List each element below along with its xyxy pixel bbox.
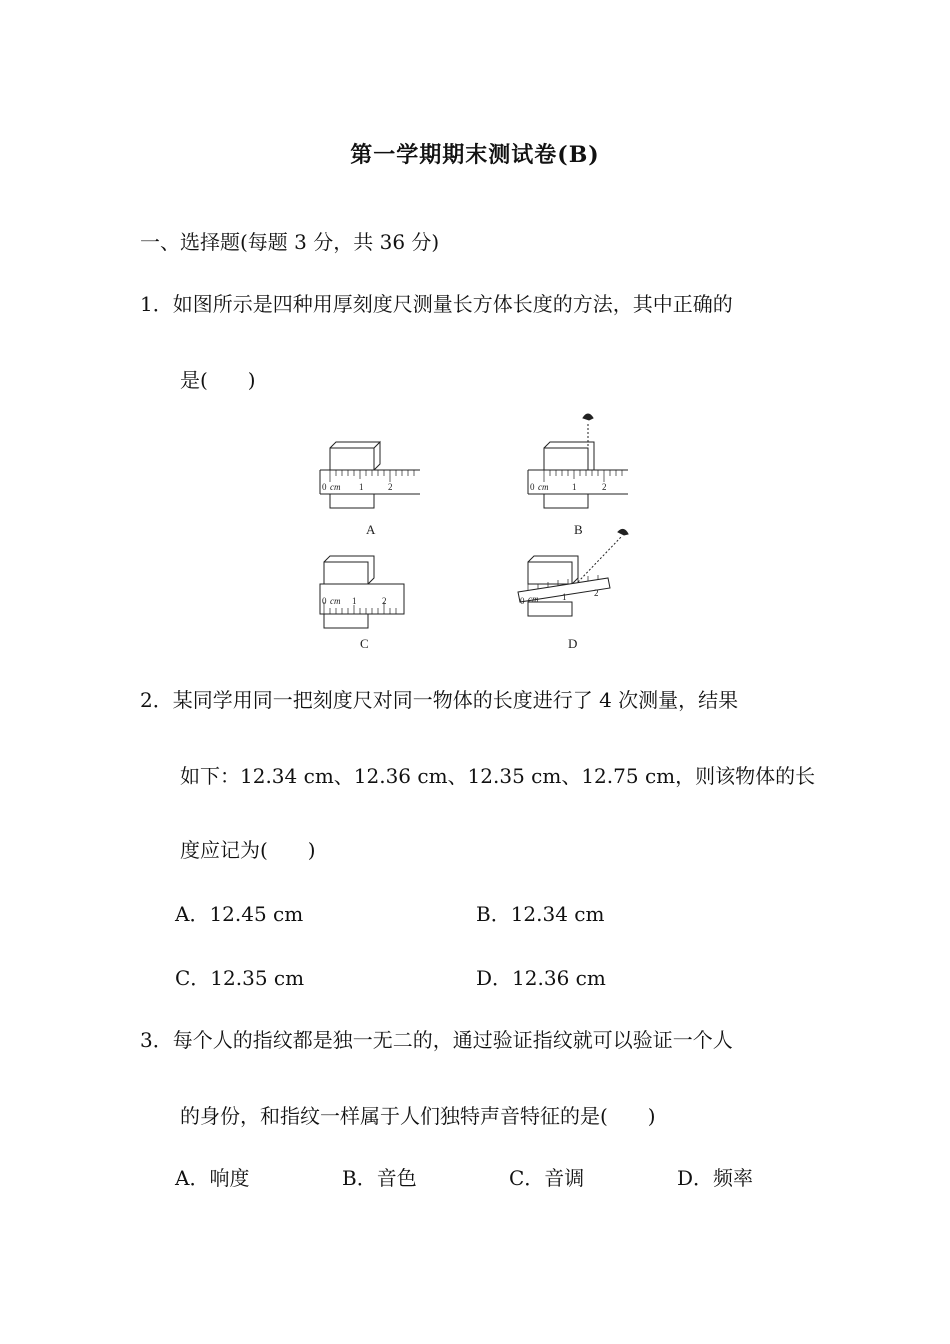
ruler-b-one: 1 bbox=[572, 482, 577, 492]
figure-label-a: A bbox=[366, 522, 376, 537]
ruler-d-unit: cm bbox=[528, 594, 539, 604]
figure-a bbox=[320, 442, 420, 508]
q3-option-d: D．频率 bbox=[677, 1166, 754, 1190]
q2-option-b: B．12.34 cm bbox=[476, 902, 605, 926]
q2-option-d: D．12.36 cm bbox=[476, 966, 606, 990]
ruler-c-one: 1 bbox=[352, 596, 357, 606]
q3-text-line1: 3．每个人的指纹都是独一无二的，通过验证指纹就可以验证一个人 bbox=[140, 1028, 733, 1052]
ruler-c-two: 2 bbox=[382, 596, 387, 606]
ruler-d-two: 2 bbox=[594, 588, 599, 598]
ruler-d-one: 1 bbox=[562, 592, 567, 602]
q1-text-line1: 1．如图所示是四种用厚刻度尺测量长方体长度的方法，其中正确的 bbox=[140, 292, 733, 316]
ruler-b-zero: 0 bbox=[530, 482, 535, 492]
figure-label-c: C bbox=[360, 636, 369, 651]
q3-option-a: A．响度 bbox=[175, 1166, 250, 1190]
ruler-measurement-figure bbox=[300, 410, 640, 655]
q1-text-line2: 是( ) bbox=[180, 368, 256, 392]
ruler-b-two: 2 bbox=[602, 482, 607, 492]
figure-label-b: B bbox=[574, 522, 583, 537]
figure-b bbox=[528, 414, 628, 508]
ruler-c-zero: 0 bbox=[322, 596, 327, 606]
ruler-b-unit: cm bbox=[538, 482, 549, 492]
q2-option-a: A．12.45 cm bbox=[175, 902, 304, 926]
q3-option-c: C．音调 bbox=[509, 1166, 585, 1190]
q3-text-line2: 的身份，和指纹一样属于人们独特声音特征的是( ) bbox=[180, 1104, 656, 1128]
q3-option-b: B．音色 bbox=[342, 1166, 417, 1190]
ruler-a-zero: 0 bbox=[322, 482, 327, 492]
ruler-a-two: 2 bbox=[388, 482, 393, 492]
figure-c bbox=[320, 556, 404, 628]
q2-text-line2: 如下：12.34 cm、12.36 cm、12.35 cm、12.75 cm，则该物体的长 bbox=[180, 764, 816, 788]
q2-option-c: C．12.35 cm bbox=[175, 966, 305, 990]
section-heading: 一、选择题(每题 3 分，共 36 分) bbox=[140, 230, 440, 254]
ruler-c-unit: cm bbox=[330, 596, 341, 606]
ruler-a-unit: cm bbox=[330, 482, 341, 492]
page-title: 第一学期期末测试卷(B) bbox=[350, 142, 600, 168]
q2-text-line1: 2．某同学用同一把刻度尺对同一物体的长度进行了 4 次测量，结果 bbox=[140, 688, 739, 712]
q2-text-line3: 度应记为( ) bbox=[180, 838, 316, 862]
ruler-a-one: 1 bbox=[359, 482, 364, 492]
ruler-d-zero: 0 bbox=[520, 596, 525, 606]
figure-label-d: D bbox=[568, 636, 578, 651]
